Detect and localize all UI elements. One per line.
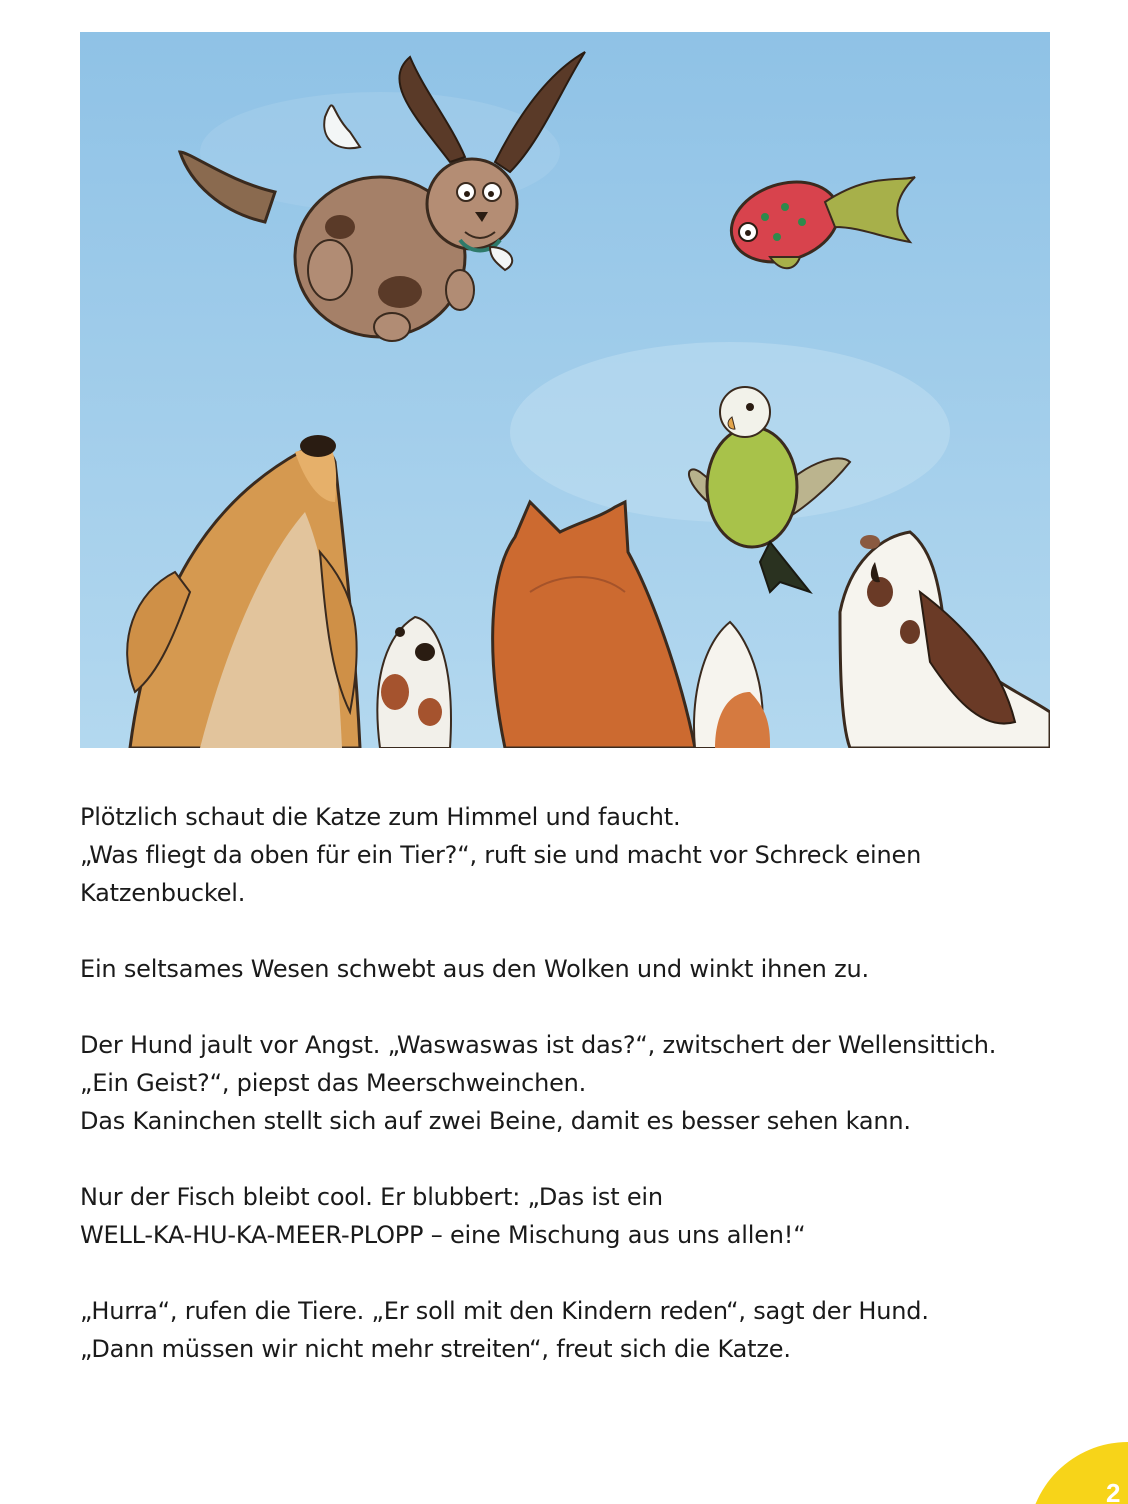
text-line: „Ein Geist?“, piepst das Meerschweinchen.	[80, 1069, 587, 1097]
text-line: Ein seltsames Wesen schwebt aus den Wolken und winkt ihnen zu.	[80, 955, 869, 983]
page-number-corner	[1024, 1432, 1128, 1504]
paragraph-1	[80, 798, 1060, 912]
text-line: „Hurra“, rufen die Tiere. „Er soll mit den Kindern reden“, sagt der Hund.	[80, 1297, 929, 1325]
story-illustration	[80, 32, 1050, 748]
text-line: Katzenbuckel.	[80, 879, 246, 907]
paragraph-5	[80, 1292, 1060, 1368]
paragraph-2	[80, 950, 1060, 988]
story-text	[80, 798, 1060, 1406]
page-number: 2	[1106, 1478, 1121, 1504]
page-corner-svg	[1024, 1432, 1128, 1504]
paragraph-3	[80, 1026, 1060, 1140]
text-line: Plötzlich schaut die Katze zum Himmel und faucht.	[80, 803, 681, 831]
text-line: Nur der Fisch bleibt cool. Er blubbert: „Das ist ein	[80, 1183, 663, 1211]
text-line: Der Hund jault vor Angst. „Waswaswas ist das?“, zwitschert der Wellensittich.	[80, 1031, 997, 1059]
illustration-svg	[80, 32, 1050, 748]
paragraph-4	[80, 1178, 1060, 1254]
text-line: „Dann müssen wir nicht mehr streiten“, freut sich die Katze.	[80, 1335, 791, 1363]
text-line: Das Kaninchen stellt sich auf zwei Beine, damit es besser sehen kann.	[80, 1107, 911, 1135]
text-line: „Was fliegt da oben für ein Tier?“, ruft sie und macht vor Schreck einen	[80, 841, 922, 869]
text-line: WELL-KA-HU-KA-MEER-PLOPP – eine Mischung aus uns allen!“	[80, 1221, 806, 1249]
